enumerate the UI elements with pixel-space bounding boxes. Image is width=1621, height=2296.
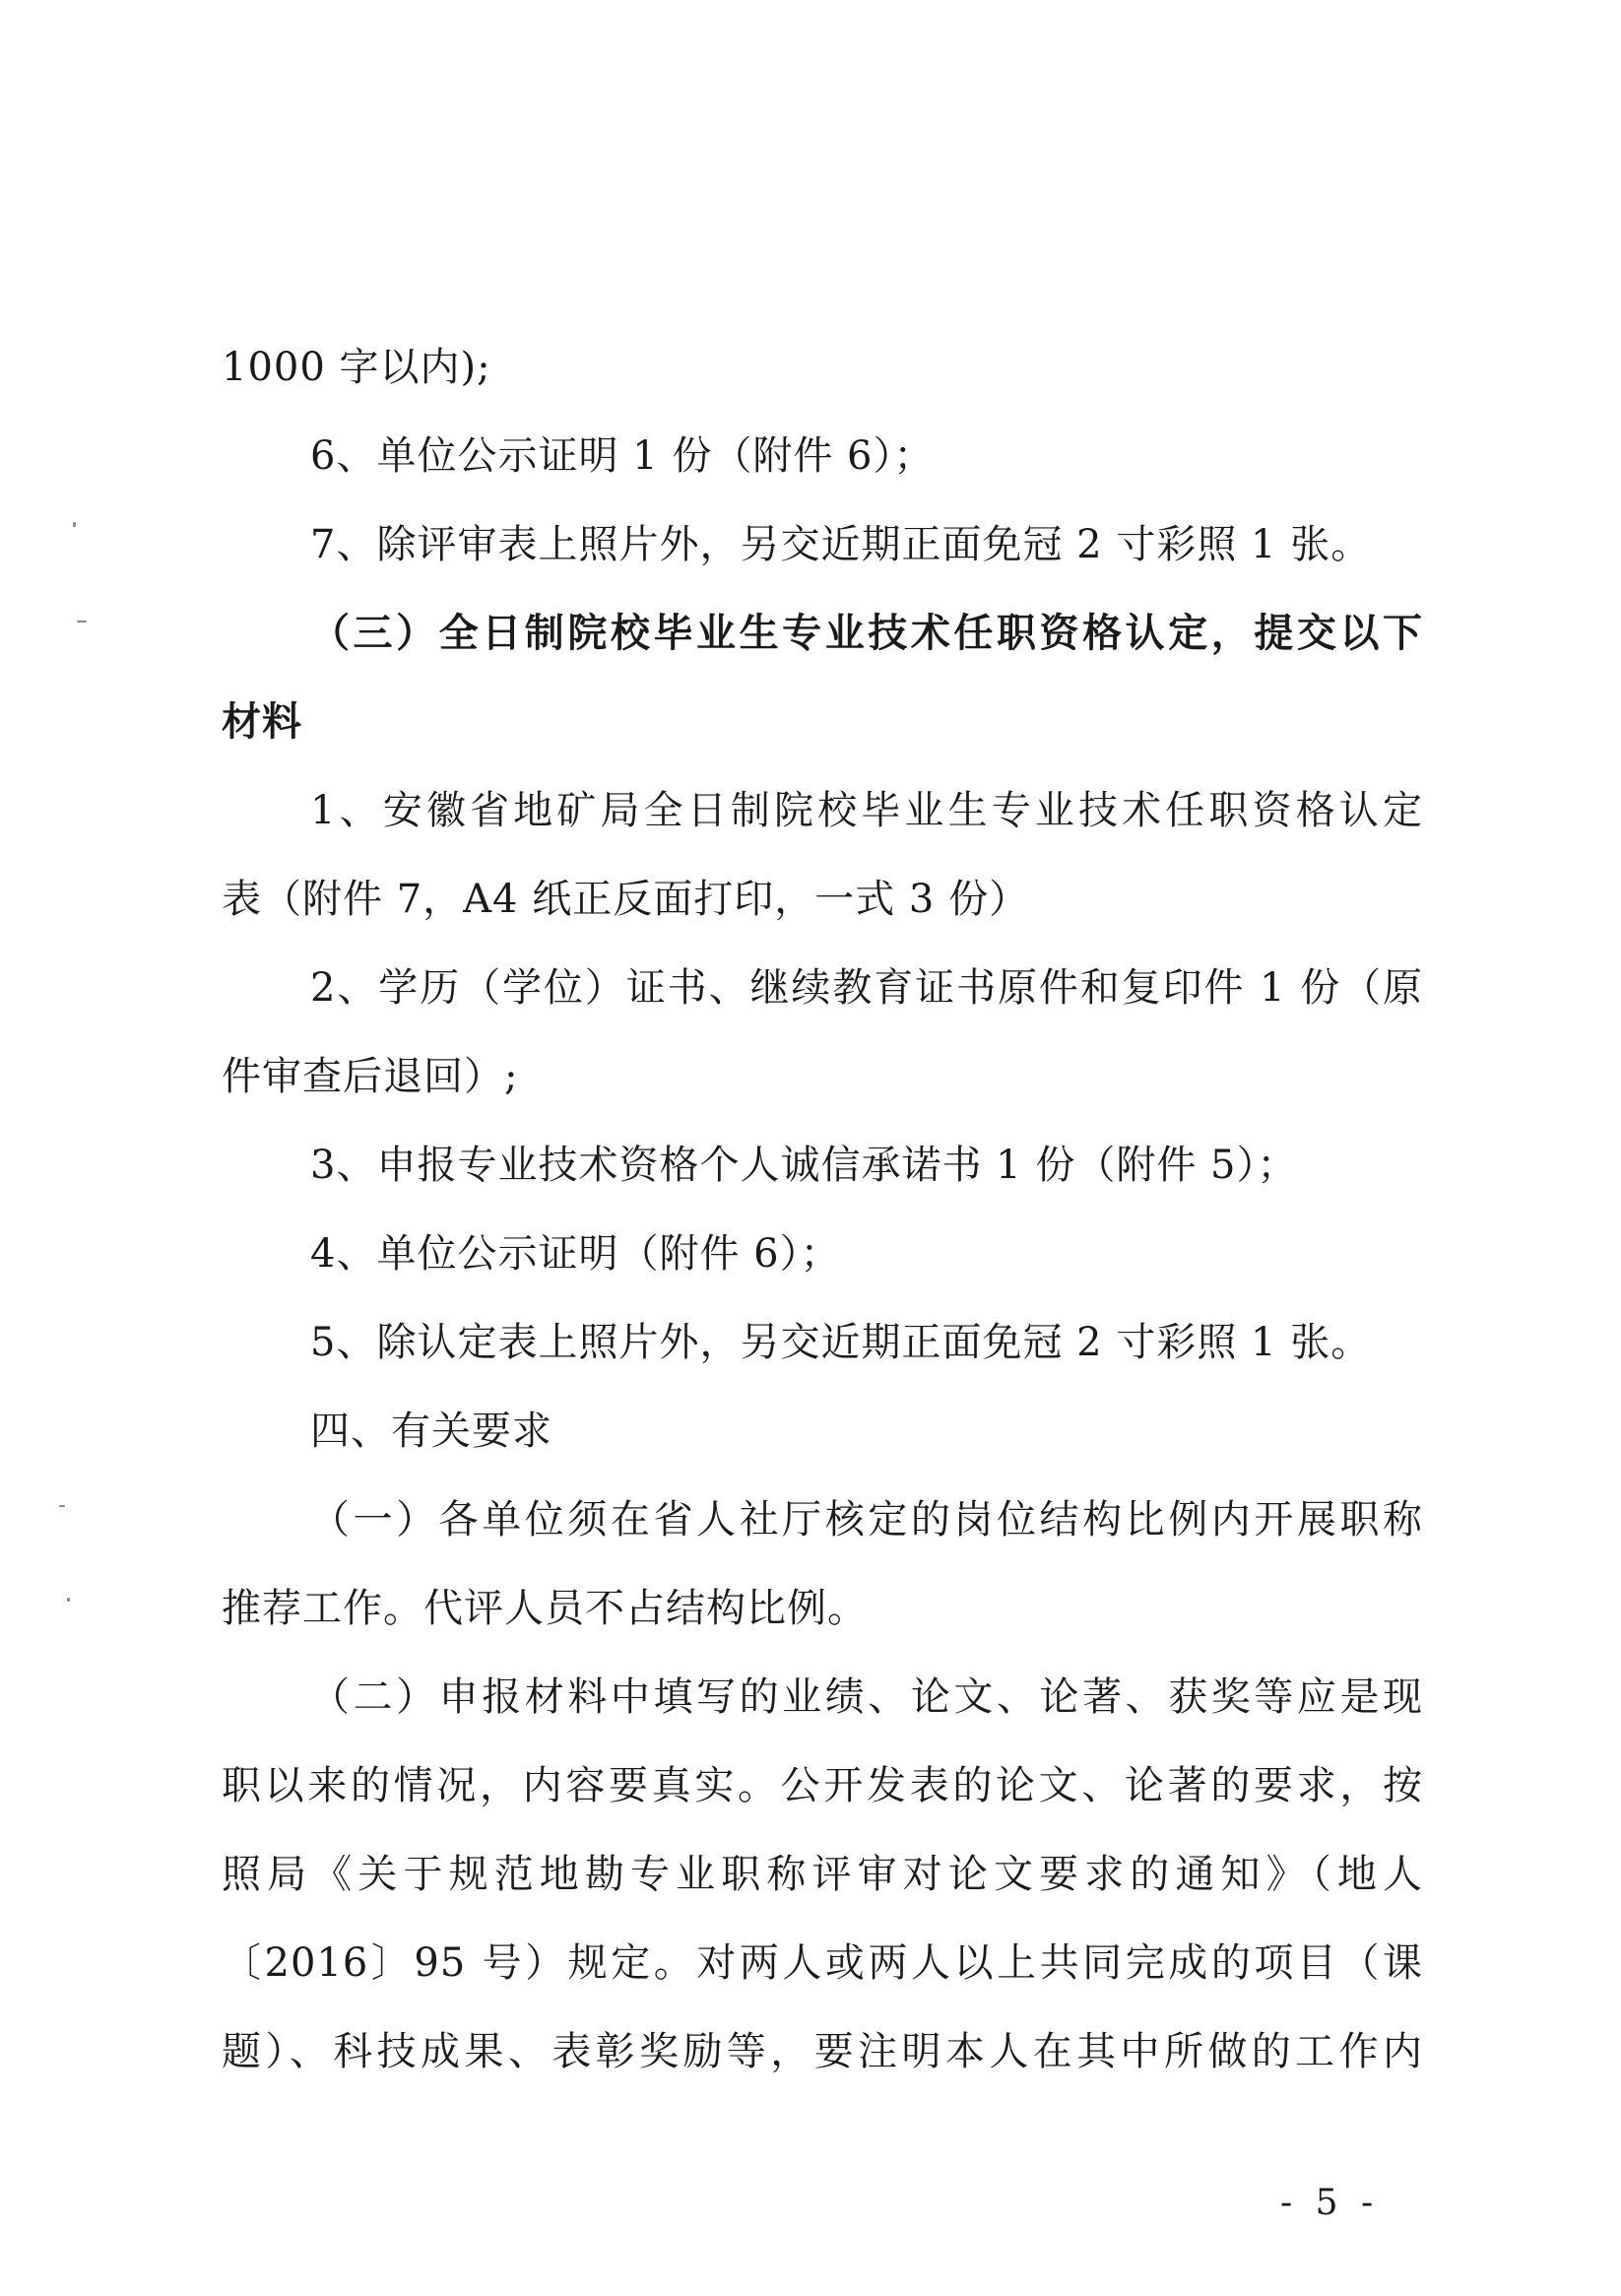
text-line: 件审查后退回）; bbox=[222, 1054, 519, 1099]
scan-speck bbox=[59, 1505, 65, 1507]
text-line: 3、申报专业技术资格个人诚信承诺书 1 份（附件 5）； bbox=[310, 1143, 1298, 1188]
section-heading: （三）全日制院校毕业生专业技术任职资格认定，提交以下 bbox=[310, 610, 1423, 656]
text-line: 6、单位公示证明 1 份（附件 6）； bbox=[310, 433, 935, 479]
scan-speck bbox=[77, 621, 87, 623]
scan-speck bbox=[67, 1598, 70, 1602]
text-line: 推荐工作。代评人员不占结构比例。 bbox=[222, 1586, 868, 1631]
text-line: 照局《关于规范地勘专业职称评审对论文要求的通知》（地人 bbox=[222, 1852, 1423, 1897]
text-line: 1000 字以内); bbox=[222, 345, 491, 390]
text-line: 1、安徽省地矿局全日制院校毕业生专业技术任职资格认定 bbox=[310, 788, 1423, 833]
text-line: 题）、科技成果、表彰奖励等，要注明本人在其中所做的工作内 bbox=[222, 2029, 1423, 2074]
text-line: 表（附件 7，A4 纸正反面打印，一式 3 份） bbox=[222, 877, 1030, 922]
text-line: （二）申报材料中填写的业绩、论文、论著、获奖等应是现 bbox=[310, 1674, 1423, 1720]
text-line: 5、除认定表上照片外，另交近期正面免冠 2 寸彩照 1 张。 bbox=[310, 1320, 1372, 1365]
scan-speck bbox=[73, 522, 76, 527]
text-line: 4、单位公示证明（附件 6）； bbox=[310, 1231, 841, 1277]
section-heading: 材料 bbox=[222, 698, 302, 745]
text-line: 职以来的情况，内容要真实。公开发表的论文、论著的要求，按 bbox=[222, 1763, 1423, 1808]
text-line: （一）各单位须在省人社厅核定的岗位结构比例内开展职称 bbox=[310, 1497, 1423, 1542]
page-number: - 5 - bbox=[1280, 2183, 1380, 2223]
text-line: 〔2016〕95 号）规定。对两人或两人以上共同完成的项目（课 bbox=[222, 1940, 1423, 1986]
text-line: 2、学历（学位）证书、继续教育证书原件和复印件 1 份（原 bbox=[310, 965, 1423, 1011]
section-heading: 四、有关要求 bbox=[310, 1409, 552, 1454]
text-line: 7、除评审表上照片外，另交近期正面免冠 2 寸彩照 1 张。 bbox=[310, 522, 1372, 567]
